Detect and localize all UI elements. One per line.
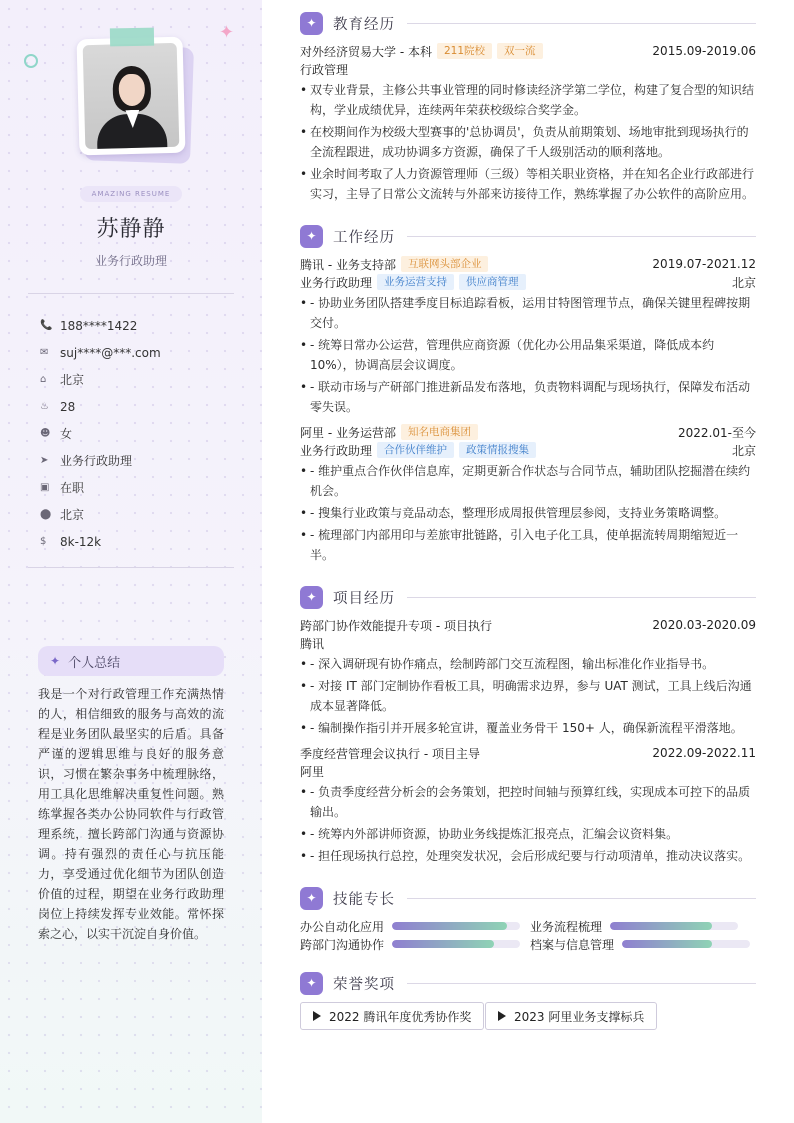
list-item: • - 搜集行业政策与竞品动态，整理形成周报供管理层参阅，支持业务策略调整。 (300, 503, 756, 523)
award-label: 2022 腾讯年度优秀协作奖 (329, 1009, 472, 1024)
project-org: 阿里 (300, 764, 325, 779)
divider (407, 236, 756, 237)
section-title: 工作经历 (333, 229, 395, 246)
contact-value: 8k-12k (60, 534, 102, 549)
list-item: • - 联动市场与产研部门推进新品发布落地，负责物料调配与现场执行，保障发布活动零失误。 (300, 377, 756, 417)
list-item: • 双专业背景，主修公共事业管理的同时修读经济学第二学位，构建了复合型的知识结构，学业成绩优异，连续两年荣获校级综合奖学金。 (300, 80, 756, 120)
phone-icon: 📞 (40, 320, 53, 331)
salary-icon: $ (40, 536, 47, 547)
school-tag: 双一流 (497, 43, 543, 59)
divider (407, 898, 756, 899)
divider (407, 23, 756, 24)
contact-row (40, 339, 240, 366)
list-item: • 业余时间考取了人力资源管理师（三级）等相关职业资格，并在知名企业行政部进行实习，主导了日常公文流转与外部来访接待工作，熟练掌握了办公软件的高阶应用。 (300, 164, 756, 204)
position-tag: 供应商管理 (459, 274, 526, 290)
project-item (300, 616, 756, 740)
award-item (300, 1002, 484, 1030)
summary-header (38, 646, 224, 676)
work-date: 2019.07-2021.12 (652, 257, 756, 271)
skill-item (300, 917, 520, 935)
section-header-awards (300, 971, 756, 995)
profile-photo (78, 38, 184, 158)
sparkle-icon: ✦ (300, 972, 323, 995)
section-title: 荣誉奖项 (333, 976, 395, 993)
contact-row (40, 501, 240, 528)
list-item: • - 统筹日常办公运营，管理供应商资源（优化办公用品集采渠道，降低成本约10%），协调高层会议调度。 (300, 335, 756, 375)
contact-value: suj****@***.com (60, 345, 161, 360)
contact-row (40, 420, 240, 447)
education-block (300, 42, 756, 206)
skill-name: 业务流程梳理 (530, 919, 603, 934)
decorative-ring-icon (24, 54, 38, 68)
position-tag: 政策情报搜集 (459, 442, 536, 458)
gender-icon: ☻ (40, 428, 51, 439)
photo-frame (76, 37, 185, 156)
summary-title: 个人总结 (68, 655, 121, 671)
section-header-work (300, 224, 756, 248)
work-city: 北京 (731, 275, 756, 290)
contact-row (40, 312, 240, 339)
project-item (300, 744, 756, 868)
skill-item (530, 935, 750, 953)
home-icon: ⌂ (40, 374, 47, 385)
project-date: 2020.03-2020.09 (652, 618, 756, 632)
work-item (300, 255, 756, 419)
skill-item (300, 935, 520, 953)
school-tag: 211院校 (437, 43, 492, 59)
list-item: • - 统筹内外部讲师资源，协助业务线提炼汇报亮点，汇编会议资料集。 (300, 824, 756, 844)
contact-value: 女 (60, 427, 73, 441)
person-name: 苏静静 (96, 217, 166, 242)
list-item: • - 担任现场执行总控，处理突发状况，会后形成纪要与行动项清单，推动决议落实。 (300, 846, 756, 866)
list-item: • - 深入调研现有协作痛点，绘制跨部门交互流程图，输出标准化作业指导书。 (300, 654, 756, 674)
list-item: • - 维护重点合作伙伴信息库，定期更新合作状态与合同节点，辅助团队挖掘潜在续约机会。 (300, 461, 756, 501)
skill-bar (392, 940, 520, 948)
play-icon (313, 1011, 321, 1021)
contact-value: 业务行政助理 (60, 454, 133, 468)
contact-value: 28 (60, 399, 76, 414)
photo-tape (110, 28, 154, 47)
list-item: • - 梳理部门内部用印与差旅审批链路，引入电子化工具，使单据流转周期缩短近一半。 (300, 525, 756, 565)
location-icon: ⬤ (40, 509, 52, 520)
contact-value: 北京 (60, 508, 85, 522)
position-tag: 业务运营支持 (377, 274, 454, 290)
contact-list (40, 312, 240, 555)
contact-row (40, 447, 240, 474)
work-date: 2022.01-至今 (678, 425, 756, 440)
resume-badge: AMAZING RESUME (80, 186, 182, 202)
divider (407, 983, 756, 984)
project-org: 腾讯 (300, 636, 325, 651)
contact-value: 188****1422 (60, 318, 138, 333)
sparkle-icon: ✦ (300, 225, 323, 248)
list-item: • - 负责季度经营分析会的会务策划，把控时间轴与预算红线，实现成本可控下的品质输出。 (300, 782, 756, 822)
contact-row (40, 474, 240, 501)
project-name: 跨部门协作效能提升专项 - 项目执行 (300, 618, 492, 633)
section-title: 项目经历 (333, 590, 395, 607)
summary-text: 我是一个对行政管理工作充满热情的人，相信细致的服务与高效的流程是业务团队最坚实的后盾。具备严谨的逻辑思维与良好的服务意识，习惯在繁杂事务中梳理脉络，用工具化思维解决重复性问题。熟练掌握各类办公协同软件与行政管理系统，擅长跨部门沟通与资源协调。持有强烈的责任心与抗压能力，享受通过优化细节为团队创造价值的过程，期望在业务行政助理岗位上持续发挥专业效能。常怀探索之心，以实干沉淀自身价值。 (38, 687, 224, 941)
skill-name: 跨部门沟通协作 (300, 937, 385, 952)
position-tag: 合作伙伴维护 (377, 442, 454, 458)
skill-name: 档案与信息管理 (530, 937, 615, 952)
play-icon (498, 1011, 506, 1021)
contact-row (40, 528, 240, 555)
sidebar (0, 0, 262, 1123)
person-role: 业务行政助理 (94, 254, 167, 268)
position-name: 业务行政助理 (300, 275, 373, 290)
skill-bar (610, 922, 738, 930)
position-name: 业务行政助理 (300, 443, 373, 458)
section-header-education (300, 11, 756, 35)
list-item: • - 编制操作指引并开展多轮宣讲，覆盖业务骨干 150+ 人，确保新流程平滑落地。 (300, 718, 756, 738)
briefcase-icon: ▣ (40, 482, 50, 493)
project-name: 季度经营管理会议执行 - 项目主导 (300, 746, 480, 761)
section-title: 技能专长 (333, 891, 395, 908)
work-item (300, 423, 756, 567)
skill-name: 办公自动化应用 (300, 919, 385, 934)
avatar (83, 43, 180, 149)
list-item: • 在校期间作为校级大型赛事的'总协调员'，负责从前期策划、场地审批到现场执行的全流程跟进，成功协调多方资源，确保了千人级别活动的顺利落地。 (300, 122, 756, 162)
education-major: 行政管理 (300, 62, 349, 77)
sparkle-icon: ✦ (300, 586, 323, 609)
send-icon: ➤ (40, 455, 49, 466)
sparkle-icon: ✦ (300, 887, 323, 910)
sparkle-icon: ✦ (50, 654, 61, 668)
divider (28, 293, 234, 294)
contact-value: 北京 (60, 373, 85, 387)
list-item: • - 对接 IT 部门定制协作看板工具，明确需求边界，参与 UAT 测试，工具上线后沟通成本显著降低。 (300, 676, 756, 716)
company-name: 阿里 - 业务运营部 (300, 425, 396, 440)
company-tag: 知名电商集团 (401, 424, 478, 440)
mail-icon: ✉ (40, 347, 49, 358)
divider (28, 567, 234, 568)
section-header-skills (300, 886, 756, 910)
award-item (485, 1002, 657, 1030)
cake-icon: ♨ (40, 401, 49, 412)
contact-row (40, 393, 240, 420)
contact-row (40, 366, 240, 393)
education-date: 2015.09-2019.06 (652, 44, 756, 58)
sparkle-icon: ✦ (300, 12, 323, 35)
divider (407, 597, 756, 598)
skill-item (530, 917, 738, 935)
section-header-projects (300, 585, 756, 609)
school-name: 对外经济贸易大学 - 本科 (300, 44, 432, 59)
company-name: 腾讯 - 业务支持部 (300, 257, 396, 272)
company-tag: 互联网头部企业 (401, 256, 489, 272)
award-label: 2023 阿里业务支撑标兵 (514, 1009, 645, 1024)
sparkle-icon: ✦ (219, 22, 235, 43)
work-city: 北京 (731, 443, 756, 458)
skill-bar (622, 940, 750, 948)
list-item: • - 协助业务团队搭建季度目标追踪看板，运用甘特图管理节点，确保关键里程碑按期交付。 (300, 293, 756, 333)
project-date: 2022.09-2022.11 (652, 746, 756, 760)
section-title: 教育经历 (333, 16, 395, 33)
skill-bar (392, 922, 520, 930)
contact-value: 在职 (60, 481, 85, 495)
